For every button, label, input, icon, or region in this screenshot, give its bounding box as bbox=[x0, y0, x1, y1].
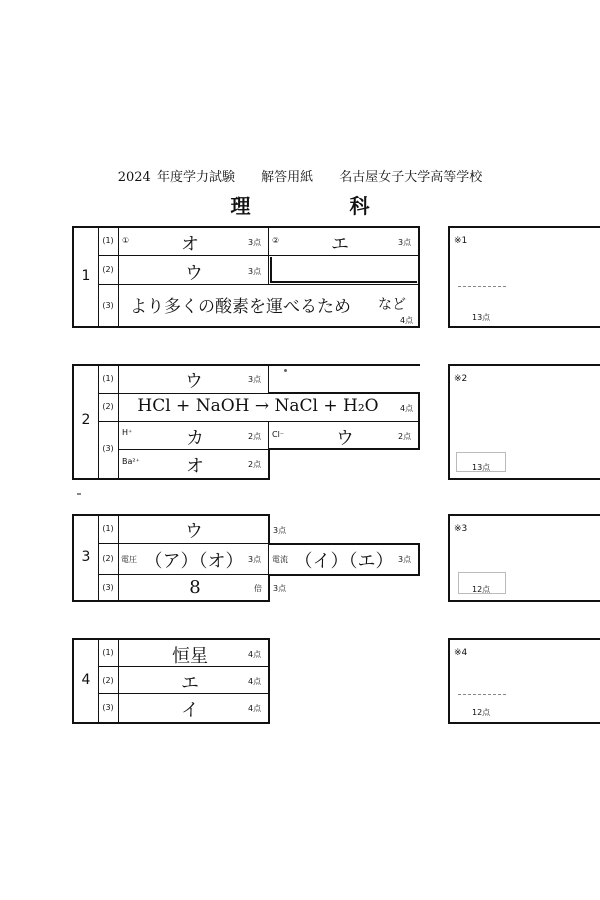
q3-sub1-label: (1) bbox=[102, 524, 114, 533]
q1-3-answer-suffix: など bbox=[378, 297, 406, 313]
school-name: 名古屋女子大学高等学校 bbox=[339, 170, 483, 185]
q2-score-points: 13点 bbox=[472, 463, 491, 472]
question-2-number: 2 bbox=[81, 412, 91, 428]
exam-header bbox=[0, 166, 600, 185]
q1-3-answer: より多くの酸素を運べるため bbox=[130, 297, 351, 317]
q3-2-answer-current: （イ）（エ） bbox=[294, 551, 394, 572]
q3-sub2-label: (2) bbox=[102, 554, 114, 563]
q4-score-points: 12点 bbox=[472, 708, 491, 717]
q2-score-label: ※2 bbox=[454, 374, 468, 384]
q1-score-box bbox=[448, 226, 600, 328]
q4-3-answer: イ bbox=[181, 700, 199, 721]
q1-1a-points: 3点 bbox=[248, 238, 262, 247]
q4-sub1-label: (1) bbox=[102, 648, 114, 657]
q1-sub3-label: (3) bbox=[102, 301, 114, 310]
q3-score-points: 12点 bbox=[472, 585, 491, 594]
q4-sub3-label: (3) bbox=[102, 703, 114, 712]
q2-ion-ba: Ba²⁺ bbox=[122, 457, 140, 466]
q2-3c-points: 2点 bbox=[248, 460, 262, 469]
q3-1-points: 3点 bbox=[273, 526, 287, 535]
q2-3-answer-b: ウ bbox=[336, 428, 354, 449]
q3-sub3-label: (3) bbox=[102, 583, 114, 592]
q2-sub3-label: (3) bbox=[102, 444, 114, 453]
q2-3b-points: 2点 bbox=[398, 432, 412, 441]
q3-3-unit: 倍 bbox=[254, 584, 262, 593]
question-4-number: 4 bbox=[81, 672, 91, 688]
q3-1-answer: ウ bbox=[185, 521, 203, 542]
q4-2-points: 4点 bbox=[248, 677, 262, 686]
q1-sub2-label: (2) bbox=[102, 265, 114, 274]
q4-2-answer: エ bbox=[181, 673, 199, 694]
q1-1-answer-a: オ bbox=[181, 234, 199, 255]
q1-mark-1: ① bbox=[122, 236, 130, 245]
q1-2-points: 3点 bbox=[248, 267, 262, 276]
q2-sub1-label: (1) bbox=[102, 374, 114, 383]
q1-mark-2: ② bbox=[272, 236, 280, 245]
q4-score-box bbox=[448, 638, 600, 724]
scan-dot bbox=[284, 369, 287, 372]
q4-1-answer: 恒星 bbox=[172, 646, 208, 667]
subject-title bbox=[0, 190, 600, 219]
q4-3-points: 4点 bbox=[248, 704, 262, 713]
q2-2-answer: HCl + NaOH → NaCl + H₂O bbox=[137, 396, 379, 416]
question-1-number: 1 bbox=[81, 268, 91, 284]
q3-score-label: ※3 bbox=[454, 524, 468, 534]
q1-1b-points: 3点 bbox=[398, 238, 412, 247]
q2-sub2-label: (2) bbox=[102, 402, 114, 411]
q3-voltage-label: 電圧 bbox=[121, 555, 137, 564]
q2-1-points: 3点 bbox=[248, 375, 262, 384]
q3-3-answer: 8 bbox=[189, 577, 201, 598]
q3-3-points: 3点 bbox=[273, 584, 287, 593]
q3-2a-points: 3点 bbox=[248, 555, 262, 564]
q2-ion-cl: Cl⁻ bbox=[272, 430, 285, 439]
q1-2-answer: ウ bbox=[185, 263, 203, 284]
q1-score-points: 13点 bbox=[472, 313, 491, 322]
q2-1-answer: ウ bbox=[185, 371, 203, 392]
q2-3-answer-c: オ bbox=[186, 456, 204, 477]
q2-ion-h: H⁺ bbox=[122, 428, 133, 437]
subject-char-left: 理 bbox=[230, 194, 251, 218]
subject-char-right: 科 bbox=[349, 194, 370, 218]
sheet-label: 解答用紙 bbox=[261, 170, 314, 185]
q1-sub1-label: (1) bbox=[102, 236, 114, 245]
q1-score-label: ※1 bbox=[454, 236, 468, 246]
q1-3-points: 4点 bbox=[400, 316, 414, 325]
scan-dot bbox=[77, 493, 81, 495]
exam-title: 2024 年度学力試験 bbox=[117, 170, 235, 185]
q4-sub2-label: (2) bbox=[102, 676, 114, 685]
q1-1-answer-b: エ bbox=[331, 234, 349, 255]
q3-2b-points: 3点 bbox=[398, 555, 412, 564]
q2-2-points: 4点 bbox=[400, 404, 414, 413]
q3-current-label: 電流 bbox=[272, 555, 288, 564]
q2-3a-points: 2点 bbox=[248, 432, 262, 441]
q3-2-answer-voltage: （ア）（オ） bbox=[144, 551, 244, 572]
question-3-number: 3 bbox=[81, 549, 91, 565]
q2-3-answer-a: カ bbox=[186, 428, 204, 449]
q4-1-points: 4点 bbox=[248, 650, 262, 659]
q4-score-label: ※4 bbox=[454, 648, 468, 658]
